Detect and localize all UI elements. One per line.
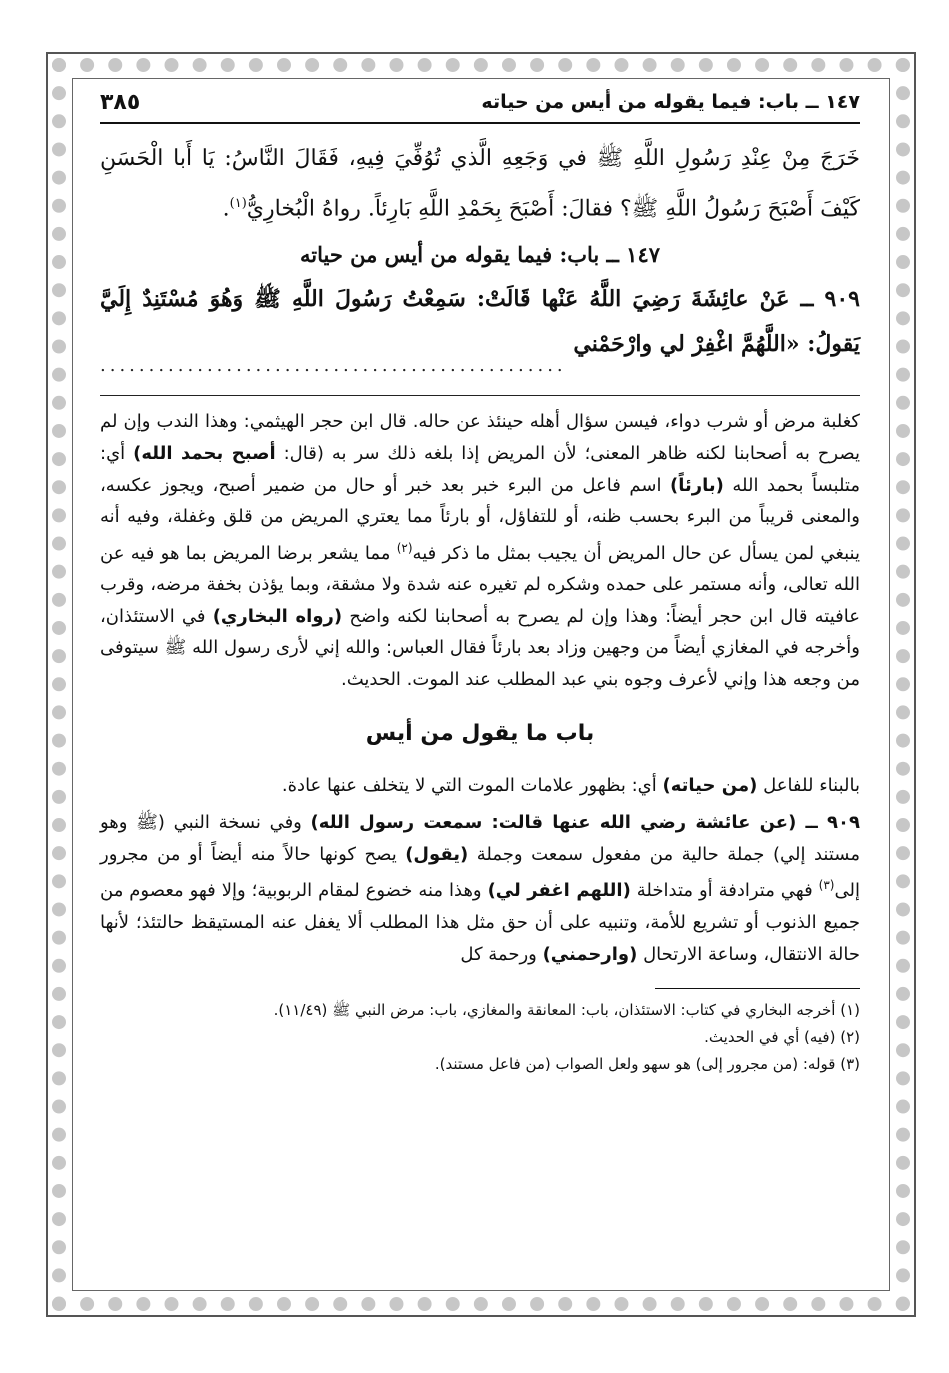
footnote-ref-3[interactable]: (٣) — [818, 878, 835, 893]
footnote-3: (٣) قوله: (من مجرور إلى) هو سهو ولعل الصواب (من فاعل مستند). — [434, 1055, 860, 1074]
commentary-paragraph-1: كغلبة مرض أو شرب دواء، فيسن سؤال أهله حينئذ عن حاله. قال ابن حجر الهيثمي: وهذا الندب وإن لم يصرح به أصحابنا لكنه ظاهر المعنى؛ لأن المريض إذا بلغه ذلك سر به (قال: أصبح بحمد الله) أي: متلبساً بحمد الله (بارئاً) اسم فاعل من البرء خبر بعد خبر أو حال من ضمير أصبح، ويجوز عكسه، والمعنى قريباً من البرء بحسب ظنه، أو للتفاؤل، أو بارئاً مما يعتري المريض من قلق وغفلة، وفيه أنه ينبغي لمن يسأل عن حال المريض أن يجيب بمثل ما ذكر فيه$^{(٢)}$ مما يشعر برضا المريض بما هو فيه عن الله تعالى، وأنه مستمر على حمده وشكره لم تغيره عنه شدة ولا مشقة، وبما يؤذن بخفة مرضه، وقرب عافيته قال ابن حجر أيضاً: وهذا وإن لم يصرح به أصحابنا لكنه واضح (رواه البخاري) في الاستئذان، وأخرجه في المغازي أيضاً من وجهين وزاد بعد بارئاً فقال العباس: والله إني لأرى رسول الله ﷺ سيتوفى من وجعه هذا وإني لأعرف وجوه بني عبد المطلب عند الموت. الحديث. — [100, 411, 861, 691]
footnote-separator — [655, 988, 860, 989]
footnote-ref-1[interactable]: (١) — [229, 196, 247, 211]
matn-continuation — [100, 136, 860, 231]
page-content — [100, 82, 860, 1282]
footnote-ref-2[interactable]: (٢) — [396, 540, 413, 555]
commentary-chapter-title: باب ما يقول من أيس — [365, 720, 595, 746]
matn-line: خَرَجَ مِنْ عِنْدِ رَسُولِ اللَّهِ ﷺ في وَجَعِهِ الَّذي تُوُفِّيَ فِيهِ، فَقَالَ النَّاسُ: يَا أَبا الْحَسَنِ كَيْفَ أَصْبَحَ رَسُولُ اللَّهِ ﷺ؟ فقالَ: أَصْبَحَ بِحَمْدِ اللَّهِ بَارِئاً. رواهُ الْبُخارِيُّ — [100, 146, 860, 222]
page-number: ٣٨٥ — [100, 89, 141, 115]
chapter-title: ١٤٧ ــ باب: فيما يقوله من أيس من حياته — [299, 242, 661, 268]
footnote-2: (٢) (فيه) أي في الحديث. — [704, 1028, 860, 1047]
hadith-909: ٩٠٩ ــ عَنْ عائِشَةَ رَضِيَ اللَّهُ عَنْها قَالَتْ: سَمِعْتُ رَسُولَ اللَّهِ ﷺ وَهُوَ مُسْتَنِدٌ إِلَيَّ يَقولُ: «اللَّهُمَّ اغْفِرْ لي وارْحَمْني — [100, 286, 860, 358]
running-header — [100, 82, 860, 124]
footnotes — [100, 997, 860, 1078]
matn-section — [100, 136, 860, 396]
commentary-section — [100, 406, 860, 970]
footnote-1: (١) أخرجه البخاري في كتاب: الاستئذان، باب: المعانقة والمغازي، باب: مرض النبي ﷺ (١١/٤٩). — [273, 1001, 860, 1020]
commentary-paragraph-909: ٩٠٩ ــ (عن عائشة رضي الله عنها قالت: سمعت رسول الله) وفي نسخة النبي (ﷺ وهو مستند إلي) جملة حالية من مفعول سمعت وجملة (يقول) يصح كونها حالاً منه أيضاً أو من مجرور إلى$^{(٣)}$ فهي مترادفة أو متداخلة (اللهم اغفر لي) وهذا منه خضوع لمقام الربوبية؛ وإلا فهو معصوم من جميع الذنوب أو تشريع للأمة، وتنبيه على أن حق مثل هذا المطلب ألا يغفل عنه المستيقظ حالتئذ؛ لأنها حالة الانتقال، وساعة الارتحال (وارحمني) ورحمة كل — [100, 812, 860, 965]
dots-continuation: ................................................ — [100, 357, 860, 396]
running-title: ١٤٧ ــ باب: فيما يقوله من أيس من حياته — [481, 91, 860, 113]
matn-line-end: . — [222, 196, 230, 222]
commentary-chapter-explanation: بالبناء للفاعل (من حياته) أي: بظهور علامات الموت التي لا يتخلف عنها عادة. — [281, 774, 860, 796]
